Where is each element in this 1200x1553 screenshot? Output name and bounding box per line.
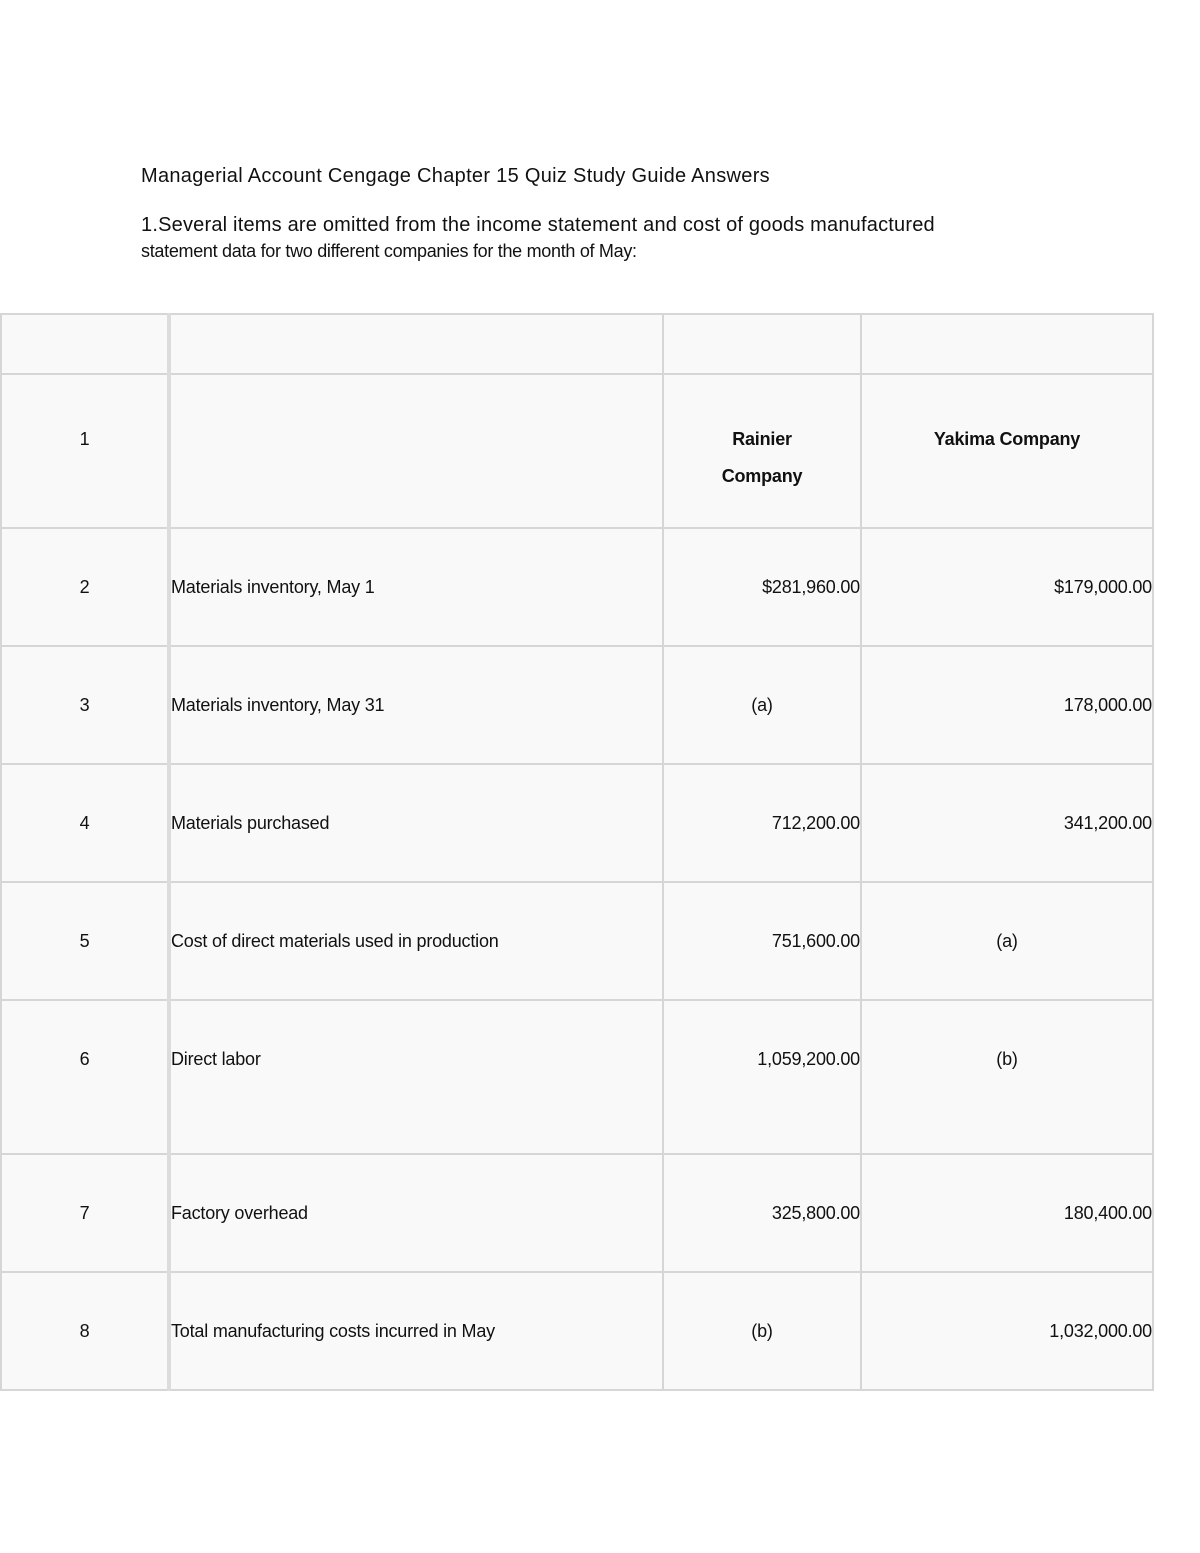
header-rainier-cell (663, 374, 861, 528)
question-text (141, 212, 1041, 264)
rainier-value-cell (663, 1000, 861, 1154)
rainier-value-cell (663, 882, 861, 1000)
yakima-value-cell (861, 1154, 1153, 1272)
row-number: 2 (79, 577, 90, 597)
row-number: 6 (79, 1049, 90, 1069)
row-number: 8 (79, 1321, 90, 1341)
row-number: 7 (79, 1203, 90, 1223)
empty-cell (663, 314, 861, 374)
row-label-cell (169, 882, 663, 1000)
rainier-value: 1,059,200.00 (757, 1049, 860, 1069)
row-label: Factory overhead (171, 1203, 308, 1223)
row-number: 3 (79, 695, 90, 715)
row-number-cell (1, 528, 169, 646)
rainier-value: (b) (751, 1321, 773, 1341)
row-number-cell (1, 882, 169, 1000)
yakima-value: $179,000.00 (1054, 577, 1152, 597)
table-row (1, 882, 1153, 1000)
yakima-value: (b) (996, 1049, 1018, 1069)
row-label-cell (169, 528, 663, 646)
question-line-1: 1.Several items are omitted from the income statement and cost of goods manufactured (141, 214, 935, 236)
table-row (1, 764, 1153, 882)
rainier-value: 751,600.00 (771, 931, 860, 951)
table-row (1, 646, 1153, 764)
row-label: Direct labor (171, 1049, 261, 1069)
row-label-cell (169, 646, 663, 764)
row-label: Total manufacturing costs incurred in May (171, 1321, 495, 1341)
row-label: Materials inventory, May 31 (171, 695, 385, 715)
yakima-value: 180,400.00 (1063, 1203, 1152, 1223)
rainier-value-cell (663, 528, 861, 646)
yakima-value-cell (861, 528, 1153, 646)
rainier-value-cell (663, 646, 861, 764)
rainier-value: 712,200.00 (771, 813, 860, 833)
table-row (1, 1154, 1153, 1272)
table-row (1, 528, 1153, 646)
header-rainier-company (664, 375, 860, 495)
row-number-cell (1, 374, 169, 528)
rainier-value: 325,800.00 (771, 1203, 860, 1223)
row-number-cell (1, 1154, 169, 1272)
row-label: Cost of direct materials used in production (171, 931, 499, 951)
yakima-value-cell (861, 764, 1153, 882)
row-label-cell (169, 764, 663, 882)
rainier-value-wrap (664, 1001, 860, 1078)
empty-cell (1, 314, 169, 374)
table-row (1, 1000, 1153, 1154)
yakima-value: 341,200.00 (1063, 813, 1152, 833)
empty-cell (861, 314, 1153, 374)
yakima-value: 1,032,000.00 (1049, 1321, 1152, 1341)
empty-cell (169, 314, 663, 374)
document-title: Managerial Account Cengage Chapter 15 Quiz Study Guide Answers (141, 165, 770, 187)
cost-data-table (0, 313, 1154, 1391)
yakima-value-cell (861, 1000, 1153, 1154)
header-rainier-line-1: Rainier (732, 429, 792, 449)
row-number-cell (1, 646, 169, 764)
table-row (1, 1272, 1153, 1390)
row-label-cell (169, 1154, 663, 1272)
header-yakima-company: Yakima Company (933, 429, 1081, 449)
row-number: 1 (79, 429, 90, 449)
row-label-cell (169, 1272, 663, 1390)
row-label: Materials purchased (171, 813, 330, 833)
table-row-empty (1, 314, 1153, 374)
row-label-cell (169, 1000, 663, 1154)
yakima-value-cell (861, 646, 1153, 764)
row-number-cell (1, 764, 169, 882)
question-line-2: statement data for two different companies for the month of May: (141, 241, 637, 261)
table-header-row (1, 374, 1153, 528)
yakima-value: 178,000.00 (1063, 695, 1152, 715)
yakima-value: (a) (996, 931, 1018, 951)
header-label-cell (169, 374, 663, 528)
row-number: 4 (79, 813, 90, 833)
header-yakima-cell (861, 374, 1153, 528)
header-rainier-line-2: Company (721, 466, 803, 486)
rainier-value: (a) (751, 695, 773, 715)
rainier-value-cell (663, 764, 861, 882)
row-number-cell (1, 1000, 169, 1154)
rainier-value-cell (663, 1272, 861, 1390)
row-label: Materials inventory, May 1 (171, 577, 375, 597)
rainier-value-cell (663, 1154, 861, 1272)
row-number-cell (1, 1272, 169, 1390)
yakima-value-cell (861, 1272, 1153, 1390)
yakima-value-cell (861, 882, 1153, 1000)
row-number: 5 (79, 931, 90, 951)
rainier-value: $281,960.00 (762, 577, 860, 597)
